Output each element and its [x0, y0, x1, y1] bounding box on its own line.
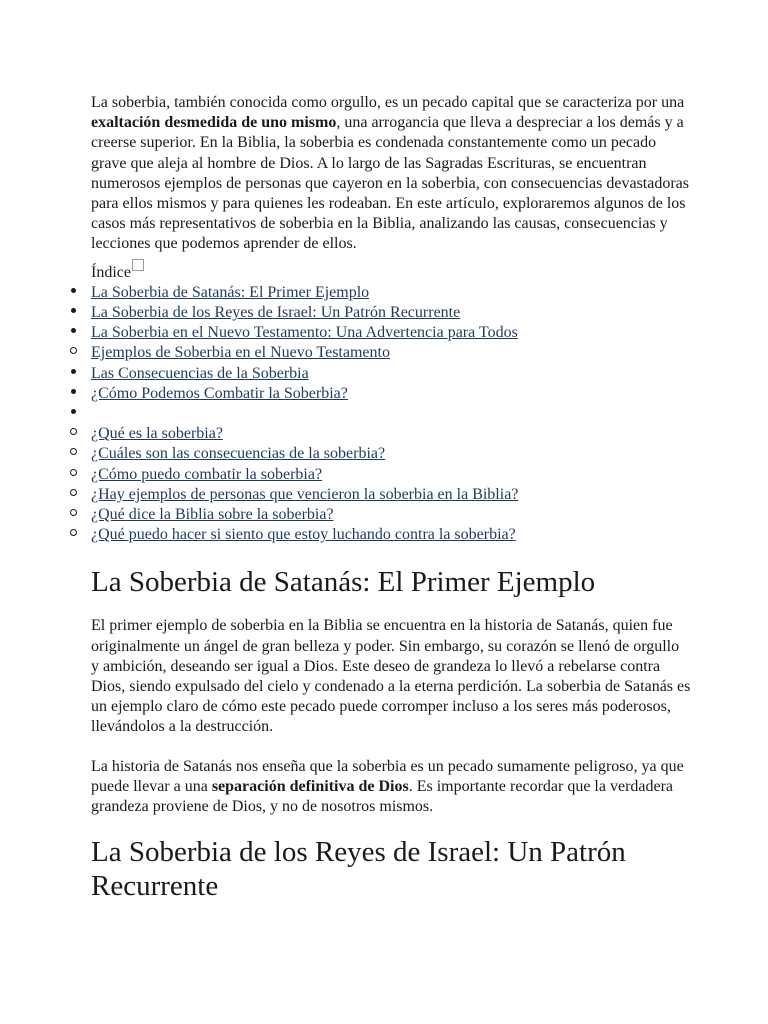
toc-link[interactable]: ¿Qué puedo hacer si siento que estoy luchando contra la soberbia? [91, 526, 516, 544]
toc-item [91, 525, 691, 545]
toc-link[interactable]: ¿Cómo Podemos Combatir la Soberbia? [91, 384, 348, 402]
list-bullet-icon [67, 424, 79, 444]
table-of-contents [91, 283, 691, 546]
toc-toggle-icon[interactable] [132, 259, 144, 271]
toc-link[interactable]: ¿Cómo puedo combatir la soberbia? [91, 465, 323, 483]
list-bullet-icon [67, 283, 79, 303]
toc-title: Índice [91, 263, 131, 281]
toc-item [91, 465, 691, 485]
toc-item [91, 283, 691, 303]
toc-item [91, 424, 691, 444]
section-heading-satanas: La Soberbia de Satanás: El Primer Ejemplo [91, 566, 596, 599]
toc-link[interactable]: Las Consecuencias de la Soberbia [91, 364, 309, 382]
toc-link[interactable]: La Soberbia en el Nuevo Testamento: Una Advertencia para Todos [91, 324, 518, 342]
toc-link[interactable]: ¿Qué es la soberbia? [91, 425, 223, 443]
toc-item [91, 364, 691, 384]
toc-link[interactable]: ¿Qué dice la Biblia sobre la soberbia? [91, 506, 334, 524]
toc-link[interactable]: ¿Cuáles son las consecuencias de la soberbia? [91, 445, 386, 463]
toc-link[interactable]: La Soberbia de Satanás: El Primer Ejemplo [91, 283, 370, 301]
list-bullet-icon [67, 323, 79, 343]
list-bullet-icon [67, 404, 79, 424]
toc-item [91, 303, 691, 323]
satanas-paragraph-2 [91, 757, 691, 818]
intro-text-1: La soberbia, también conocida como orgullo, es un pecado capital que se caracteriza por una [91, 94, 685, 111]
toc-item [91, 505, 691, 525]
toc-header [91, 259, 691, 283]
toc-item [91, 384, 691, 404]
list-bullet-icon [67, 444, 79, 464]
toc-item [91, 444, 691, 464]
toc-item [91, 323, 691, 343]
article-content [91, 93, 691, 903]
toc-item [91, 485, 691, 505]
intro-text-2: , una arrogancia que lleva a despreciar a los demás y a creerse superior. En la Biblia, la soberbia es condenada constantemente como un pecado grave que aleja al hombre de Dios. A lo largo de las Sagradas Escrituras, se encuentran numerosos ejemplos de personas que cayeron en la soberbia, con consecuencias devastadoras para ellos mismos y para quienes les rodeaban. En este artículo, exploraremos algunos de los casos más representativos de soberbia en la Biblia, analizando las causas, consecuencias y lecciones que podemos aprender de ellos. [91, 114, 690, 253]
list-bullet-icon [67, 485, 79, 505]
list-bullet-icon [67, 343, 79, 363]
toc-item [91, 343, 691, 363]
intro-paragraph [91, 93, 691, 255]
list-bullet-icon [67, 384, 79, 404]
satanas-p2-text-1: La historia de Satanás nos enseña que la soberbia es un pecado sumamente peligroso, ya que puede llevar a una [91, 757, 684, 795]
satanas-paragraph-1: El primer ejemplo de soberbia en la Biblia se encuentra en la historia de Satanás, quien fue originalmente un ángel de gran belleza y poder. Sin embargo, su corazón se llenó de orgullo y ambición, deseando ser igual a Dios. Este deseo de grandeza lo llevó a rebelarse contra Dios, siendo expulsado del cielo y condenado a la eterna perdición. La soberbia de Satanás es un ejemplo claro de cómo este pecado puede corromper incluso a los seres más poderosos, llevándolos a la destrucción. [91, 617, 691, 736]
toc-link[interactable]: ¿Hay ejemplos de personas que vencieron la soberbia en la Biblia? [91, 485, 519, 503]
list-bullet-icon [67, 364, 79, 384]
intro-bold-text: exaltación desmedida de uno mismo [91, 114, 337, 132]
section-heading-reyes: La Soberbia de los Reyes de Israel: Un Patrón Recurrente [91, 836, 626, 903]
toc-link[interactable]: Ejemplos de Soberbia en el Nuevo Testamento [91, 344, 390, 362]
list-bullet-icon [67, 465, 79, 485]
toc-link[interactable]: La Soberbia de los Reyes de Israel: Un Patrón Recurrente [91, 304, 461, 322]
satanas-p2-bold-text: separación definitiva de Dios [211, 777, 409, 795]
satanas-p2-text-2: . Es importante recordar que la verdadera grandeza proviene de Dios, y no de nosotros mismos. [91, 777, 674, 816]
list-bullet-icon [67, 303, 79, 323]
list-bullet-icon [67, 505, 79, 525]
toc-item [91, 404, 691, 424]
list-bullet-icon [67, 525, 79, 545]
